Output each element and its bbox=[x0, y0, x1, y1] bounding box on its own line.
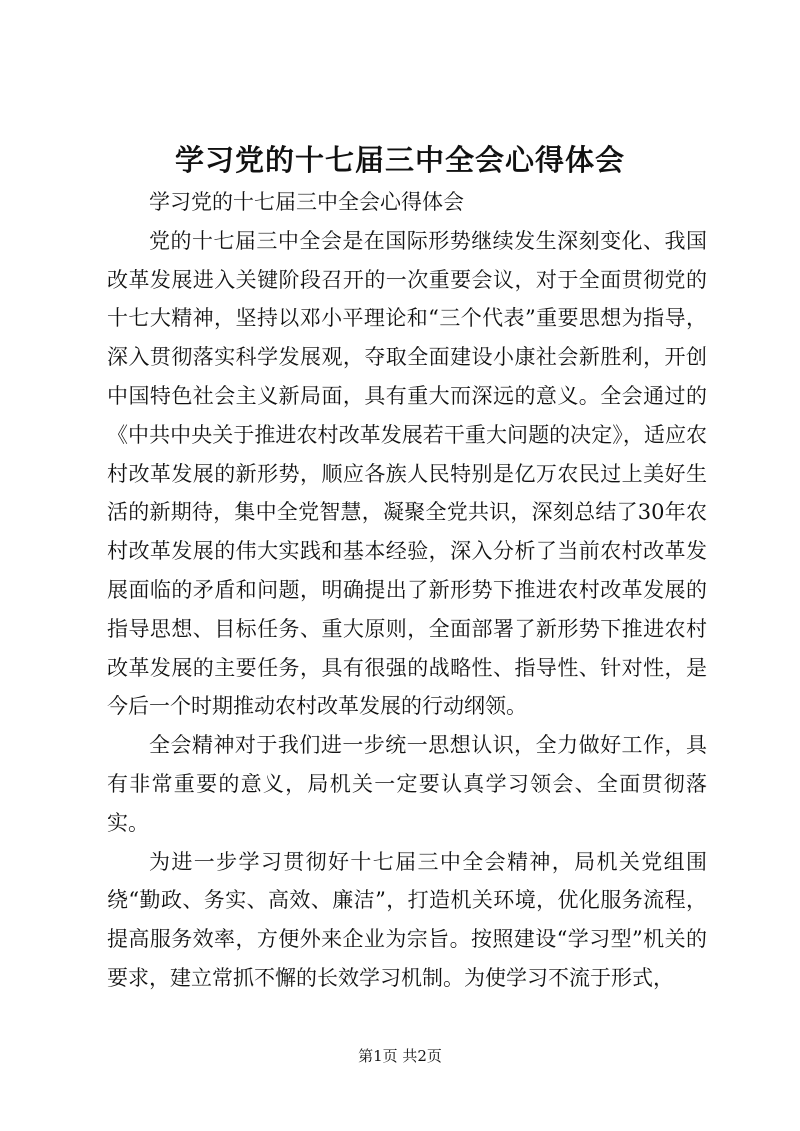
paragraph-1: 党的十七届三中全会是在国际形势继续发生深刻变化、我国改革发展进入关键阶段召开的一次重要会议，对于全面贯彻党的十七大精神，坚持以邓小平理论和“三个代表”重要思想为指导，深入贯彻落实科学发展观，夺取全面建设小康社会新胜利，开创中国特色社会主义新局面，具有重大而深远的意义。全会通过的《中共中央关于推进农村改革发展若干重大问题的决定》，适应农村改革发展的新形势，顺应各族人民特别是亿万农民过上美好生活的新期待，集中全党智慧，凝聚全党共识，深刻总结了30年农村改革发展的伟大实践和基本经验，深入分析了当前农村改革发展面临的矛盾和问题，明确提出了新形势下推进农村改革发展的指导思想、目标任务、重大原则，全面部署了新形势下推进农村改革发展的主要任务，具有很强的战略性、指导性、针对性，是今后一个时期推动农村改革发展的行动纲领。 bbox=[107, 228, 707, 719]
document-body bbox=[107, 183, 707, 998]
document-title: 学习党的十七届三中全会心得体会 bbox=[174, 143, 625, 177]
page-footer bbox=[0, 1046, 800, 1066]
paragraph-subtitle: 学习党的十七届三中全会心得体会 bbox=[149, 190, 464, 214]
paragraph-2: 全会精神对于我们进一步统一思想认识，全力做好工作，具有非常重要的意义，局机关一定要认真学习领会、全面贯彻落实。 bbox=[107, 733, 707, 835]
paragraph-3: 为进一步学习贯彻好十七届三中全会精神，局机关党组围绕“勤政、务实、高效、廉洁”，打造机关环境，优化服务流程，提高服务效率，方便外来企业为宗旨。按照建设“学习型”机关的要求，建立常抓不懈的长效学习机制。为使学习不流于形式， bbox=[107, 849, 707, 990]
page-number-label: 第1页 共2页 bbox=[358, 1047, 442, 1065]
